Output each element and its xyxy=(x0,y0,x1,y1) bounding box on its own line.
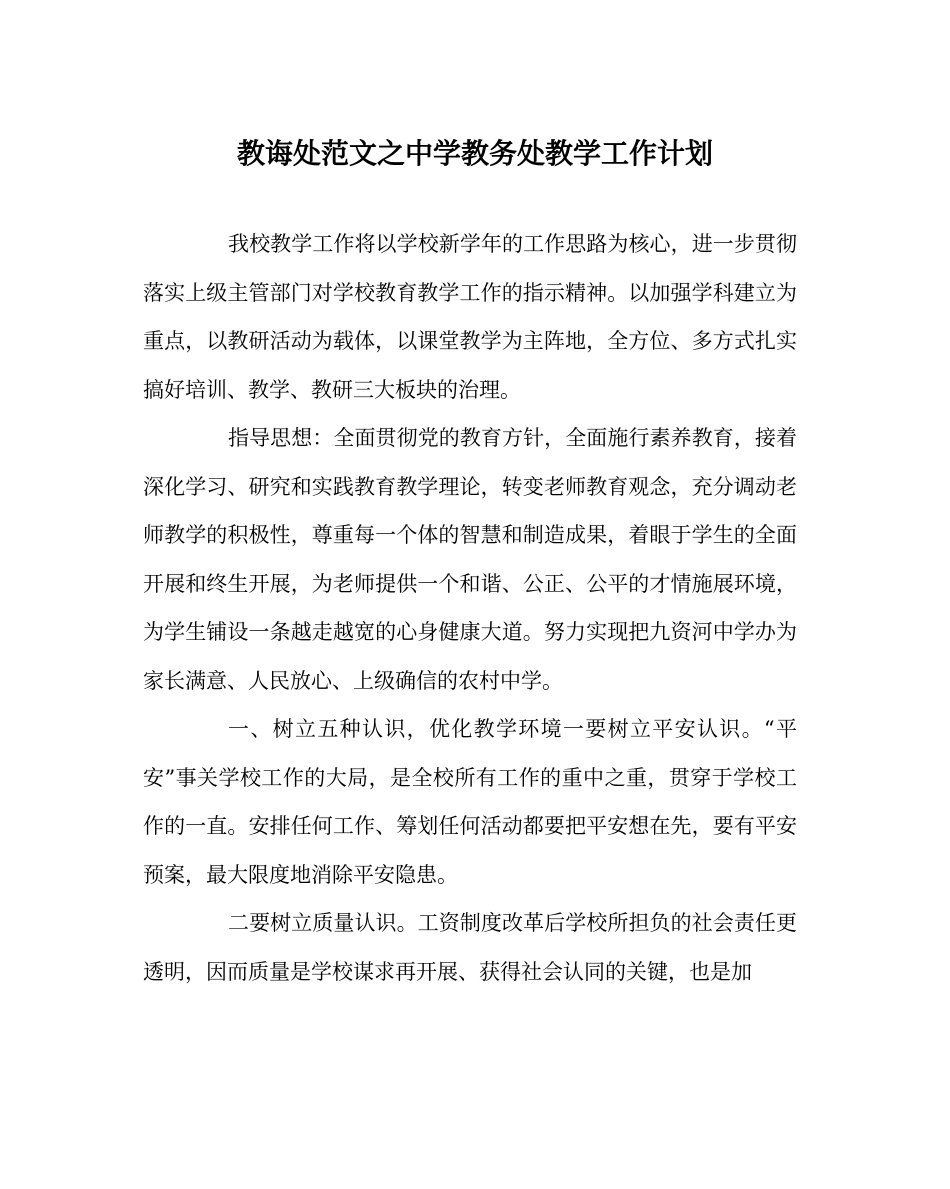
document-title: 教诲处范文之中学教务处教学工作计划 xyxy=(236,137,713,170)
paragraph-section-one: 一、树立五种认识，优化教学环境一要树立平安认识。“平安”事关学校工作的大局，是全校所有工作的重中之重，贯穿于学校工作的一直。安排任何工作、筹划任何活动都要把平安想在先，要有平安预案，最大限度地消除平安隐患。 xyxy=(143,717,797,887)
paragraph-guiding-ideology: 指导思想：全面贯彻党的教育方针，全面施行素养教育，接着深化学习、研究和实践教育教学理论，转变老师教育观念，充分调动老师教学的积极性，尊重每一个体的智慧和制造成果，着眼于学生的全面开展和终生开展，为老师提供一个和谐、公正、公平的才情施展环境，为学生铺设一条越走越宽的心身健康大道。努力实现把九资河中学办为家长满意、人民放心、上级确信的农村中学。 xyxy=(143,426,797,693)
paragraph-intro: 我校教学工作将以学校新学年的工作思路为核心，进一步贯彻落实上级主管部门对学校教育教学工作的指示精神。以加强学科建立为重点，以教研活动为载体，以课堂教学为主阵地，全方位、多方式扎实搞好培训、教学、教研三大板块的治理。 xyxy=(143,232,797,402)
paragraph-quality-awareness: 二要树立质量认识。工资制度改革后学校所担负的社会责任更透明，因而质量是学校谋求再开展、获得社会认同的关键，也是加 xyxy=(143,911,797,984)
document-body xyxy=(143,220,797,996)
